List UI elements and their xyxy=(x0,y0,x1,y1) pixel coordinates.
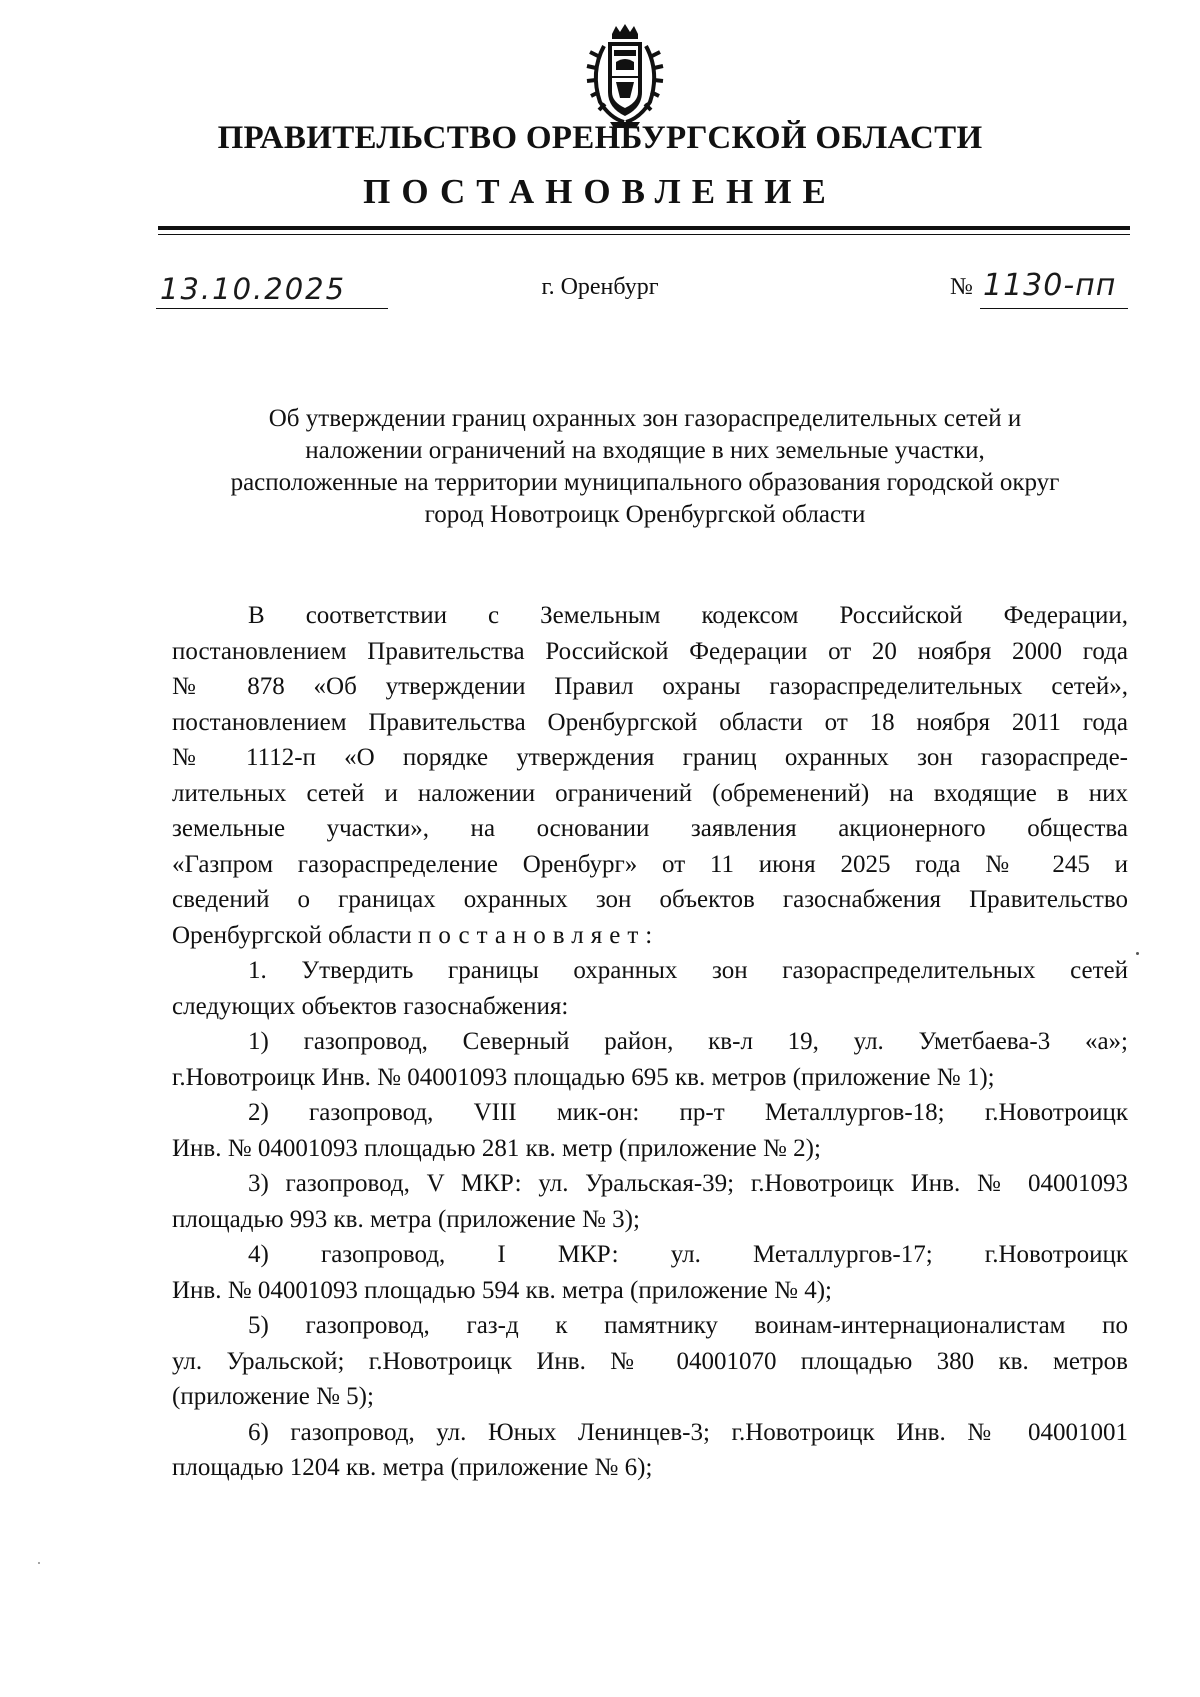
subitem-2-line: 2) газопровод, VIII мик-он: пр-т Металлургов-18; г.Новотроицк xyxy=(248,1099,1128,1126)
subitem-4-line: 4) газопровод, I МКР: ул. Металлургов-17; г.Новотроицк xyxy=(248,1241,1128,1268)
subitem-3-line: площадью 993 кв. метра (приложение № 3); xyxy=(172,1205,640,1233)
subitem-2-line: Инв. № 04001093 площадью 281 кв. метр (приложение № 2); xyxy=(172,1134,821,1162)
preamble-line: сведений о границах охранных зон объектов газоснабжения Правительство xyxy=(172,886,1128,913)
subitem-1-line: 1) газопровод, Северный район, кв-л 19, ул. Уметбаева-3 «а»; xyxy=(248,1028,1128,1055)
decree-word: постановляет: xyxy=(417,921,660,949)
date-underline xyxy=(156,308,388,309)
subject-line: Об утверждении границ охранных зон газораспределительных сетей и xyxy=(268,405,1022,432)
item-1-line: следующих объектов газоснабжения: xyxy=(172,992,569,1020)
preamble-end-text: Оренбургской области xyxy=(172,921,412,949)
preamble-final-line xyxy=(172,918,1128,954)
subject-line: наложении ограничений на входящие в них земельные участки, xyxy=(305,437,985,464)
government-title: ПРАВИТЕЛЬСТВО ОРЕНБУРГСКОЙ ОБЛАСТИ xyxy=(217,120,983,156)
subject-line: расположенные на территории муниципального образования городской округ xyxy=(230,469,1060,496)
subitem-6-line: 6) газопровод, ул. Юных Ленинцев-3; г.Новотроицк Инв. № 04001001 xyxy=(248,1418,1128,1446)
subitem-3-line: 3) газопровод, V МКР: ул. Уральская-39; г.Новотроицк Инв. № 04001093 xyxy=(248,1170,1128,1197)
preamble-line: земельные участки», на основании заявления акционерного общества xyxy=(172,815,1128,842)
document-meta-row xyxy=(0,268,1200,318)
subitem-5-line: ул. Уральской; г.Новотроицк Инв. № 04001070 площадью 380 кв. метров xyxy=(172,1347,1128,1375)
preamble-line: постановлением Правительства Оренбургской области от 18 ноября 2011 года xyxy=(172,708,1128,736)
subject-line: город Новотроицк Оренбургской области xyxy=(424,501,866,528)
preamble-line: «Газпром газораспределение Оренбург» от 11 июня 2025 года № 245 и xyxy=(172,850,1128,878)
scan-speck xyxy=(1136,952,1139,955)
item-1-line: 1. Утвердить границы охранных зон газораспределительных сетей xyxy=(248,957,1128,984)
document-number: 1130-пп xyxy=(983,268,1117,303)
document-subject xyxy=(160,403,1130,531)
document-number-label: № xyxy=(950,274,973,300)
subitem-4-line: Инв. № 04001093 площадью 594 кв. метра (приложение № 4); xyxy=(172,1276,832,1304)
preamble-line: лительных сетей и наложении ограничений (обременений) на входящие в них xyxy=(172,779,1128,807)
document-kind-title: ПОСТАНОВЛЕНИЕ xyxy=(363,172,837,211)
number-underline xyxy=(980,308,1128,309)
coat-of-arms-icon xyxy=(570,22,680,132)
subitem-5-line: (приложение № 5); xyxy=(172,1383,374,1410)
preamble-line: № 1112-п «О порядке утверждения границ охранных зон газораспреде- xyxy=(172,744,1128,771)
preamble-line: постановлением Правительства Российской Федерации от 20 ноября 2000 года xyxy=(172,637,1128,665)
header-divider-thick xyxy=(158,226,1130,230)
document-date: 13.10.2025 xyxy=(160,272,347,306)
subitem-5-line: 5) газопровод, газ-д к памятнику воинам-интернационалистам по xyxy=(248,1312,1128,1339)
preamble-line: № 878 «Об утверждении Правил охраны газораспределительных сетей», xyxy=(172,673,1128,700)
header-divider-thin xyxy=(158,234,1130,235)
subitem-6-line: площадью 1204 кв. метра (приложение № 6); xyxy=(172,1454,653,1481)
document-city: г. Оренбург xyxy=(541,274,659,300)
subitem-1-line: г.Новотроицк Инв. № 04001093 площадью 695 кв. метров (приложение № 1); xyxy=(172,1063,995,1091)
document-body xyxy=(172,598,1128,1486)
preamble-line: В соответствии с Земельным кодексом Российской Федерации, xyxy=(248,602,1128,629)
scan-speck xyxy=(38,1562,40,1564)
